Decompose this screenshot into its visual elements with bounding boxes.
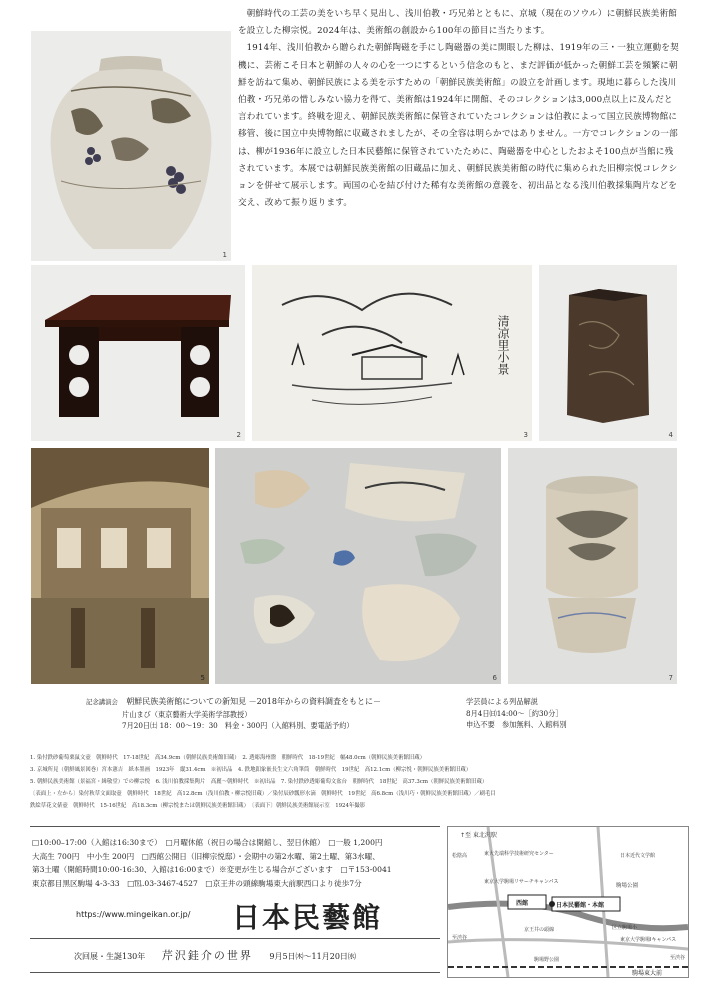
- map-label: 至渋谷: [670, 955, 686, 961]
- photo-ink-painting: [252, 265, 532, 441]
- table-illustration: [31, 265, 245, 441]
- caption-line: 3. 京城所見（朝鮮風景図巻）宮本憲吉 紙本墨画 1923年 縦31.4cm ※初出品 4. 鉄地釦象嵌長生文六角筆筒 朝鮮時代 19世紀 高12.1cm（柳宗悦・朝鮮民族美術館旧蔵）: [30, 767, 472, 773]
- map-west-annex: 西館: [516, 900, 529, 907]
- intro-text: [238, 6, 681, 212]
- caption-line: 鉄絵草花文俵壺 朝鮮時代 15-16世紀 高18.3cm（柳宗悦または朝鮮民族美術館旧蔵） 〔表面下〕朝鮮民族美術館展示室 1924年撮影: [30, 803, 366, 809]
- painting-inscription: 清凉里小景: [496, 315, 510, 375]
- access-map: [447, 826, 689, 978]
- divider: [30, 826, 440, 827]
- info-line: 大高生 700円 中小生 200円 □西館公開日（旧柳宗悦邸）・会期中の第2水曜、第2土曜、第3水曜、: [32, 851, 380, 861]
- photo-brush-holder: [539, 265, 677, 441]
- info-line: □10:00–17:00（入館は16:30まで） □月曜休館（祝日の場合は開館し、翌日休館） □一般 1,200円: [32, 838, 383, 847]
- captions: [30, 752, 688, 812]
- next-exhibition: [74, 947, 504, 963]
- info-line: 第3土曜（開館時間10:00-16:30、入館は16:00まで）※変更が生じる場合がございます □〒153-0041: [32, 865, 392, 875]
- photo-number-3: 3: [523, 431, 528, 439]
- caption-line: 5. 朝鮮民族美術館（景福宮・緝敬堂）での柳宗悦 6. 浅川伯教採集陶片 高麗～朝鮮時代 ※初出品 7. 染付鉄砂透彫葡萄文盆台 朝鮮時代 18世紀 高37.3cm（朝鮮民族美術館旧蔵）: [30, 779, 488, 785]
- brush-holder-illustration: [539, 265, 677, 441]
- jar-illustration: [31, 31, 231, 261]
- intro-paragraph-1: 朝鮮時代の工芸の美をいち早く見出し、浅川伯教・巧兄弟とともに、京城（現在のソウル）に朝鮮民族美術館を設立した柳宗悦。2024年は、美術館の創設から100年の節目に当たります。: [238, 9, 678, 37]
- next-exhibition-dates: 9月5日㈭～11月20日㈬: [269, 952, 356, 961]
- caption-line: 〔表面上・左から〕染付秋草文面取壺 朝鮮時代 18世紀 高12.8cm（浅川伯教・柳宗悦旧蔵）／染付辰砂瓢形水滴 朝鮮時代 19世紀 高6.8cm（浅川巧・朝鮮民族美術館旧蔵）／刷毛目: [30, 791, 496, 797]
- map-label: 東大先端科学技術研究センター: [484, 851, 554, 857]
- visitor-info: [32, 836, 442, 890]
- photo-number-6: 6: [492, 674, 497, 682]
- map-label: 京王井の頭線: [524, 927, 555, 933]
- photo-wooden-table: [31, 265, 245, 441]
- gallery-talk-note: 申込不要 参加無料、入館料別: [466, 720, 567, 729]
- next-exhibition-title: 芹沢銈介の世界: [161, 949, 253, 962]
- gallery-talk-section: [466, 696, 686, 731]
- map-label: 東京大学駒場リサーチキャンパス: [484, 879, 559, 885]
- lecture-schedule: 7月20日㈯ 18：00～19：30 料金・300円（入館料別、要電話予約）: [122, 721, 354, 730]
- next-exhibition-label: 次回展・生誕130年: [74, 952, 146, 961]
- info-line: 東京都目黒区駒場 4-3-33 □℡.03-3467-4527 □京王井の頭線駒場東大前駅西口より徒歩7分: [32, 878, 362, 888]
- lecture-speaker: 片山まび（東京藝術大学美術学部教授）: [122, 709, 252, 719]
- lecture-title: 朝鮮民族美術館についての新知見 －2018年からの資料調査をもとに－: [126, 697, 381, 706]
- map-label: 区立駒場小: [612, 925, 638, 931]
- website-link[interactable]: https://www.mingeikan.or.jp/: [76, 910, 191, 919]
- museum-logo: 日本民藝館: [232, 901, 383, 934]
- map-station: 駒場東大前: [632, 970, 663, 977]
- divider: [30, 972, 440, 973]
- map-label: ↑至 東北沢駅: [460, 832, 497, 839]
- photo-openwork-vessel: [508, 448, 677, 684]
- photo-number-4: 4: [668, 431, 673, 439]
- photo-number-7: 7: [668, 674, 673, 682]
- photo-number-1: 1: [222, 251, 227, 259]
- map-label: 駒場野公園: [534, 957, 560, 963]
- shards-illustration: [215, 448, 501, 684]
- photo-jar-grape-squirrel: [31, 31, 231, 261]
- map-main-building: 日本民藝館・本館: [556, 902, 605, 909]
- map-label: 日本近代文学館: [620, 853, 656, 859]
- divider: [30, 938, 440, 939]
- caption-line: 1. 染付鉄砂葡萄栗鼠文壺 朝鮮時代 17-18世紀 高34.9cm（朝鮮民族美術館旧蔵） 2. 透彫海州盤 朝鮮時代 18-19世紀 幅48.0cm（朝鮮民族美術館旧蔵）: [30, 755, 426, 761]
- ink-painting-illustration: [252, 265, 532, 441]
- map-label: 駒場公園: [616, 883, 639, 889]
- photo-number-5: 5: [200, 674, 205, 682]
- vessel-illustration: [508, 448, 677, 684]
- map-illustration: [448, 827, 688, 977]
- map-label: 東京大学駒場Iキャンパス: [620, 937, 677, 943]
- intro-paragraph-2: 1914年、浅川伯教から贈られた朝鮮陶磁を手にし陶磁器の美に開眼した柳は、1919年の三・一独立運動を契機に、芸術こそ日本と朝鮮の人々の心を一つにするという信念のもと、まだ評価が低かった朝鮮工芸を頻繁に朝鮮を訪ねて集め、朝鮮民族による美を示すための「朝鮮民族美術館」の設立を計画します。現地に暮らした浅川伯教・巧兄弟の惜しみない協力を得て、美術館は1924年に開館、そのコレクションは3,000点以上に及んだと言われています。終戦を迎え、朝鮮民族美術館に保管されていたコレクションは伯教によって国立民族博物館に移管、後に国立中央博物館に収蔵されましたが、その全容は明らかではありません。一方でコレクションの一部は、柳が1936年に設立した日本民藝館に保管されていたために、陶磁器を中心としたおよそ100点が当館に残されています。本展では朝鮮民族美術館の旧蔵品に加え、朝鮮民族美術館の時代に集められた旧柳宗悦コレクションを併せて展示します。両国の心を結び付けた稀有な美術館の意義を、初出品となる浅川伯教採集陶片などを交え、改めて振り返ります。: [238, 43, 679, 209]
- photo-number-2: 2: [236, 431, 241, 439]
- lecture-label: 記念講演会: [86, 698, 118, 706]
- photo-museum-historical: [31, 448, 209, 684]
- map-label: 至渋谷: [452, 935, 468, 941]
- gallery-talk-date: 8月4日㈰14:00～［約30分］: [466, 708, 563, 718]
- sepia-building-illustration: [31, 448, 209, 684]
- photo-ceramic-shards: [215, 448, 501, 684]
- lecture-section: [86, 696, 456, 732]
- map-label: 松陰高: [452, 853, 468, 859]
- gallery-talk-title: 学芸員による列品解説: [466, 697, 538, 706]
